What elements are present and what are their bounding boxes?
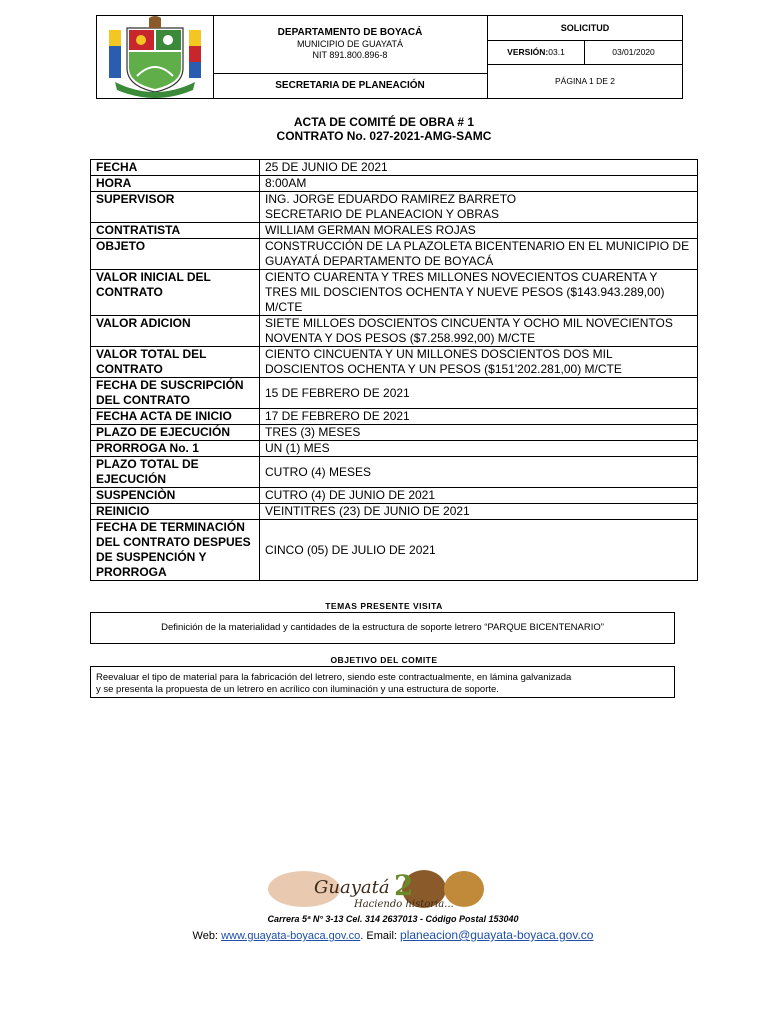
temas-text: Definición de la materialidad y cantidades de la estructura de soporte letrero “PARQUE BICENTENARIO” — [90, 612, 675, 644]
row-value — [260, 192, 698, 223]
table-row — [91, 504, 698, 520]
logo-tagline: Haciendo historia... — [354, 899, 454, 910]
table-row — [91, 520, 698, 581]
row-value: CIENTO CINCUENTA Y UN MILLONES DOSCIENTOS DOS MIL DOSCIENTOS OCHENTA Y UN PESOS ($151'202.281,00) M/CTE — [260, 347, 698, 378]
row-value: TRES (3) MESES — [260, 425, 698, 441]
row-label: PLAZO DE EJECUCIÓN — [91, 425, 260, 441]
table-row — [91, 192, 698, 223]
table-row — [91, 409, 698, 425]
row-value: VEINTITRES (23) DE JUNIO DE 2021 — [260, 504, 698, 520]
table-row — [91, 316, 698, 347]
nit-number: NIT 891.800.896-8 — [312, 50, 388, 60]
table-row — [91, 239, 698, 270]
table-row — [91, 488, 698, 504]
row-value: 25 DE JUNIO DE 2021 — [260, 160, 698, 176]
table-row — [91, 223, 698, 239]
row-label: VALOR ADICION — [91, 316, 260, 347]
table-row — [91, 441, 698, 457]
web-label: Web: — [192, 930, 218, 942]
supervisor-role: SECRETARIO DE PLANEACION Y OBRAS — [265, 207, 500, 221]
objetivo-text — [90, 666, 675, 698]
temas-section-title: TEMAS PRESENTE VISITA — [325, 601, 443, 611]
row-label: VALOR TOTAL DEL CONTRATO — [91, 347, 260, 378]
form-type: SOLICITUD — [488, 16, 682, 41]
document-header — [96, 15, 683, 99]
svg-text:2: 2 — [394, 869, 414, 902]
website-link[interactable]: www.guayata-boyaca.gov.co — [221, 930, 361, 942]
row-value: 15 DE FEBRERO DE 2021 — [260, 378, 698, 409]
version-value: 03.1 — [548, 47, 565, 57]
version-date: 03/01/2020 — [612, 47, 655, 57]
footer-web-links — [0, 928, 768, 942]
row-value: CUTRO (4) MESES — [260, 457, 698, 488]
row-value: 8:00AM — [260, 176, 698, 192]
row-label: OBJETO — [91, 239, 260, 270]
objetivo-line-2: y se presenta la propuesta de un letrero en acrílico con iluminación y una estructura de soporte. — [96, 684, 499, 695]
row-value: CONSTRUCCIÓN DE LA PLAZOLETA BICENTENARIO EN EL MUNICIPIO DE GUAYATÁ DEPARTAMENTO DE BOYACÁ — [260, 239, 698, 270]
row-label: REINICIO — [91, 504, 260, 520]
row-value: CUTRO (4) DE JUNIO DE 2021 — [260, 488, 698, 504]
row-value: SIETE MILLOES DOSCIENTOS CINCUENTA Y OCHO MIL NOVECIENTOS NOVENTA Y DOS PESOS ($7.258.992,00) M/CTE — [260, 316, 698, 347]
email-label: . Email: — [360, 930, 397, 942]
table-row — [91, 378, 698, 409]
table-row — [91, 176, 698, 192]
email-link[interactable]: planeacion@guayata-boyaca.gov.co — [400, 928, 594, 942]
contract-number: CONTRATO No. 027-2021-AMG-SAMC — [276, 129, 492, 143]
version-cell — [488, 41, 585, 64]
table-row — [91, 270, 698, 316]
department-name: DEPARTAMENTO DE BOYACÁ — [277, 27, 423, 38]
acta-title: ACTA DE COMITÉ DE OBRA # 1 — [293, 115, 475, 129]
row-label: HORA — [91, 176, 260, 192]
row-value: WILLIAM GERMAN MORALES ROJAS — [260, 223, 698, 239]
row-value: CIENTO CUARENTA Y TRES MILLONES NOVECIENTOS CUARENTA Y TRES MIL DOSCIENTOS OCHENTA Y NUEVE PESOS ($143.943.289,00) M/CTE — [260, 270, 698, 316]
contract-info-table — [90, 159, 698, 581]
row-label: FECHA ACTA DE INICIO — [91, 409, 260, 425]
municipality-name: MUNICIPIO DE GUAYATÁ — [296, 39, 403, 49]
table-row — [91, 347, 698, 378]
row-label: FECHA DE TERMINACIÓN DEL CONTRATO DESPUES DE SUSPENCIÓN Y PRORROGA — [91, 520, 260, 581]
row-label: PRORROGA No. 1 — [91, 441, 260, 457]
version-label: VERSIÓN: — [507, 47, 549, 57]
row-label: PLAZO TOTAL DE EJECUCIÓN — [91, 457, 260, 488]
coat-of-arms-logo — [97, 16, 214, 98]
office-name: SECRETARIA DE PLANEACIÓN — [275, 80, 425, 91]
row-value: 17 DE FEBRERO DE 2021 — [260, 409, 698, 425]
row-value: UN (1) MES — [260, 441, 698, 457]
objetivo-line-1: Reevaluar el tipo de material para la fabricación del letrero, siendo este contractualmente, en lámina galvanizada — [96, 672, 572, 683]
row-label: CONTRATISTA — [91, 223, 260, 239]
supervisor-name: ING. JORGE EDUARDO RAMIREZ BARRETO — [265, 192, 517, 206]
row-label: SUPERVISOR — [91, 192, 260, 223]
table-row — [91, 457, 698, 488]
row-value: CINCO (05) DE JULIO DE 2021 — [260, 520, 698, 581]
table-row — [91, 160, 698, 176]
row-label: FECHA — [91, 160, 260, 176]
footer-address: Carrera 5ª N° 3-13 Cel. 314 2637013 - Código Postal 153040 — [267, 914, 519, 924]
logo-text: Guayatá — [314, 877, 390, 898]
table-row — [91, 425, 698, 441]
objetivo-section-title: OBJETIVO DEL COMITE — [330, 655, 438, 665]
row-label: VALOR INICIAL DEL CONTRATO — [91, 270, 260, 316]
row-label: SUSPENCIÒN — [91, 488, 260, 504]
row-label: FECHA DE SUSCRIPCIÓN DEL CONTRATO — [91, 378, 260, 409]
page-number: PÁGINA 1 DE 2 — [555, 76, 615, 86]
guayata-200-logo — [264, 865, 504, 911]
